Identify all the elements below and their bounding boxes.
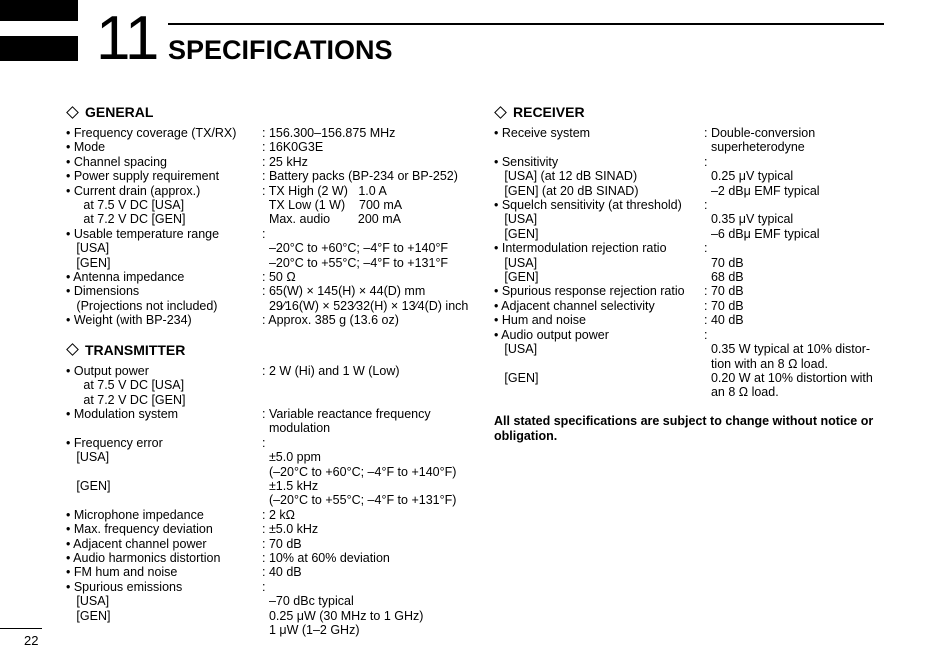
spec-label: [GEN] (66, 255, 111, 270)
spec-label: [USA] (66, 594, 110, 609)
chapter-title: SPECIFICATIONS (168, 35, 393, 65)
spec-label: [GEN] (at 20 dB SINAD) (494, 183, 639, 198)
spec-row (66, 551, 466, 565)
spec-value: –70 dBc typical (262, 594, 354, 609)
spec-row (66, 364, 466, 378)
spec-row (494, 169, 884, 183)
left-column (66, 104, 469, 637)
spec-value: tion with an 8 Ω load. (704, 356, 828, 371)
spec-label: [USA] (66, 241, 110, 256)
spec-row (66, 140, 466, 154)
spec-row (494, 241, 884, 255)
transmitter-spec-list (66, 364, 466, 638)
spec-value: : (262, 435, 266, 450)
spec-label: • Current drain (approx.) (66, 183, 201, 198)
spec-value: : (262, 226, 266, 241)
spec-value: : 65(W) × 145(H) × 44(D) mm (262, 284, 426, 299)
spec-label: • Antenna impedance (66, 270, 185, 285)
spec-value: : 50 Ω (262, 270, 296, 285)
spec-label: • Usable temperature range (66, 226, 220, 241)
spec-row (66, 479, 466, 493)
spec-row (66, 465, 466, 479)
spec-row (66, 241, 466, 255)
spec-row (494, 212, 884, 226)
spec-row (66, 393, 466, 407)
spec-row (66, 298, 469, 313)
spec-label: • Microphone impedance (66, 507, 204, 522)
footer-rule (0, 628, 42, 629)
spec-row (66, 537, 466, 551)
spec-label: • Audio harmonics distortion (66, 550, 221, 565)
spec-value: : (704, 327, 708, 342)
spec-value: : 25 kHz (262, 154, 308, 169)
spec-row (494, 155, 884, 169)
spec-value: : 70 dB (704, 298, 744, 313)
spec-row (494, 371, 884, 385)
spec-row (494, 184, 884, 198)
spec-value: : TX High (2 W) 1.0 A (262, 183, 387, 198)
spec-value: Max. audio 200 mA (262, 212, 401, 227)
spec-row (66, 212, 466, 226)
spec-row (66, 522, 466, 536)
diamond-bullet-icon (66, 106, 79, 119)
spec-value: 1 μW (1–2 GHz) (262, 623, 360, 637)
spec-value: : (262, 579, 266, 594)
spec-label: at 7.5 V DC [USA] (66, 198, 185, 213)
spec-row (66, 609, 466, 623)
spec-row (66, 378, 466, 392)
spec-label: • Channel spacing (66, 154, 167, 169)
spec-label: • Dimensions (66, 284, 140, 299)
spec-value: 70 dB (704, 255, 744, 270)
general-heading-text: GENERAL (85, 104, 154, 120)
spec-label (494, 140, 704, 154)
diamond-bullet-icon (494, 106, 507, 119)
spec-label: • Max. frequency deviation (66, 522, 213, 537)
spec-value: (–20°C to +60°C; –4°F to +140°F) (262, 464, 457, 479)
spec-label: • Receive system (494, 126, 591, 140)
spec-label (494, 357, 704, 371)
spec-label: • Sensitivity (494, 154, 559, 169)
spec-label: at 7.5 V DC [USA] (66, 378, 185, 393)
spec-value: : (704, 154, 708, 169)
spec-label: [USA] (494, 212, 538, 227)
spec-row (66, 436, 466, 450)
chapter-number: 11 (96, 4, 159, 73)
spec-value: 0.20 W at 10% distortion with (704, 370, 873, 385)
spec-value: : 156.300–156.875 MHz (262, 126, 396, 140)
spec-value: ±1.5 kHz (262, 478, 319, 493)
spec-label: [GEN] (494, 370, 539, 385)
spec-row (66, 126, 466, 140)
spec-value: –6 dBμ EMF typical (704, 226, 820, 241)
spec-value: : 70 dB (704, 284, 744, 299)
spec-row (494, 284, 884, 298)
spec-value: (–20°C to +55°C; –4°F to +131°F) (262, 493, 457, 508)
spec-value: : 2 W (Hi) and 1 W (Low) (262, 363, 400, 378)
spec-value: : Double-conversion (704, 126, 816, 140)
spec-row (494, 256, 884, 270)
receiver-spec-list (494, 126, 884, 400)
spec-label (494, 385, 704, 399)
spec-label: • Adjacent channel selectivity (494, 298, 655, 313)
spec-value: 68 dB (704, 270, 744, 285)
spec-value: 0.25 μV typical (704, 169, 794, 184)
general-heading (66, 104, 466, 120)
spec-row (494, 299, 884, 313)
spec-label: • Mode (66, 140, 106, 155)
spec-value: : 70 dB (262, 536, 302, 551)
spec-label: [USA] (66, 450, 110, 465)
spec-row (66, 580, 466, 594)
spec-row (66, 198, 466, 212)
spec-row (66, 407, 466, 421)
spec-row (494, 342, 884, 356)
spec-value: 29⁄16(W) × 523⁄32(H) × 13⁄4(D) inch (262, 298, 469, 313)
spec-value: –20°C to +60°C; –4°F to +140°F (262, 241, 449, 256)
spec-label: [GEN] (66, 608, 111, 623)
spec-row (66, 155, 466, 169)
spec-row (66, 169, 466, 183)
spec-label: at 7.2 V DC [GEN] (66, 212, 186, 227)
spec-label: • Audio output power (494, 327, 609, 342)
spec-row (66, 565, 466, 579)
spec-label (66, 493, 262, 507)
spec-row (66, 313, 466, 327)
spec-label (66, 465, 262, 479)
diamond-bullet-icon (66, 343, 79, 356)
spec-value: : Battery packs (BP-234 or BP-252) (262, 169, 458, 184)
right-column (494, 104, 884, 444)
spec-row (66, 623, 466, 637)
specifications-notice: All stated specifications are subject to change without notice or obligation. (494, 413, 874, 443)
spec-row (66, 184, 466, 198)
spec-label: • Frequency coverage (TX/RX) (66, 126, 237, 140)
spec-value: : Approx. 385 g (13.6 oz) (262, 313, 399, 328)
spec-value: 0.35 μV typical (704, 212, 794, 227)
spec-value: an 8 Ω load. (704, 385, 779, 400)
spec-label (66, 623, 262, 637)
spec-row (494, 357, 884, 371)
spec-label: [USA] (at 12 dB SINAD) (494, 169, 638, 184)
spec-row (494, 328, 884, 342)
spec-value: 0.25 μW (30 MHz to 1 GHz) (262, 608, 424, 623)
spec-label: [GEN] (66, 478, 111, 493)
spec-row (494, 140, 884, 154)
spec-label: • Spurious emissions (66, 579, 183, 594)
spec-label: • Power supply requirement (66, 169, 220, 184)
header-rule (168, 23, 884, 25)
spec-row (494, 126, 884, 140)
chapter-tab-bar-bottom (0, 36, 78, 61)
spec-row (66, 421, 466, 435)
spec-label: • FM hum and noise (66, 565, 178, 580)
spec-row (66, 594, 466, 608)
receiver-heading (494, 104, 884, 120)
spec-row (66, 227, 466, 241)
spec-label: • Squelch sensitivity (at threshold) (494, 198, 682, 213)
spec-label: at 7.2 V DC [GEN] (66, 392, 186, 407)
spec-value: TX Low (1 W) 700 mA (262, 198, 403, 213)
spec-value: : 2 kΩ (262, 507, 295, 522)
spec-value: 0.35 W typical at 10% distor- (704, 342, 871, 357)
spec-row (494, 198, 884, 212)
spec-value: : 10% at 60% deviation (262, 550, 390, 565)
spec-value: : 16K0G3E (262, 140, 324, 155)
spec-row (66, 508, 466, 522)
spec-label: • Hum and noise (494, 313, 586, 328)
spec-value: : (704, 198, 708, 213)
spec-row (66, 284, 466, 298)
spec-label: • Intermodulation rejection ratio (494, 241, 667, 256)
transmitter-heading-text: TRANSMITTER (85, 341, 186, 358)
spec-value: superheterodyne (704, 140, 805, 155)
spec-row (494, 270, 884, 284)
spec-value: ±5.0 ppm (262, 450, 321, 465)
spec-value: : 40 dB (704, 313, 744, 328)
spec-value: : ±5.0 kHz (262, 522, 319, 537)
spec-row (494, 227, 884, 241)
spec-row (66, 450, 466, 464)
spec-label: • Modulation system (66, 406, 179, 421)
spec-value: : (704, 241, 708, 256)
spec-label: • Output power (66, 363, 149, 378)
spec-value: –2 dBμ EMF typical (704, 183, 820, 198)
spec-label: (Projections not included) (66, 298, 218, 313)
chapter-tab-bar-top (0, 0, 78, 21)
spec-label: [USA] (494, 255, 538, 270)
spec-value: : Variable reactance frequency (262, 406, 431, 421)
spec-row (66, 493, 466, 507)
spec-row (66, 256, 466, 270)
page-number: 22 (24, 633, 39, 648)
transmitter-heading (66, 342, 466, 358)
spec-label: • Adjacent channel power (66, 536, 207, 551)
spec-label: [GEN] (494, 226, 539, 241)
spec-row (494, 385, 884, 399)
spec-label: [USA] (494, 342, 538, 357)
spec-label: • Weight (with BP-234) (66, 313, 192, 328)
receiver-heading-text: RECEIVER (513, 104, 585, 120)
spec-value: modulation (262, 421, 331, 436)
spec-label: [GEN] (494, 270, 539, 285)
spec-row (494, 313, 884, 327)
general-spec-list (66, 126, 469, 328)
spec-label: • Spurious response rejection ratio (494, 284, 685, 299)
spec-row (66, 270, 466, 284)
spec-value: –20°C to +55°C; –4°F to +131°F (262, 255, 449, 270)
spec-label (66, 421, 262, 435)
spec-value: : 40 dB (262, 565, 302, 580)
spec-label: • Frequency error (66, 435, 163, 450)
